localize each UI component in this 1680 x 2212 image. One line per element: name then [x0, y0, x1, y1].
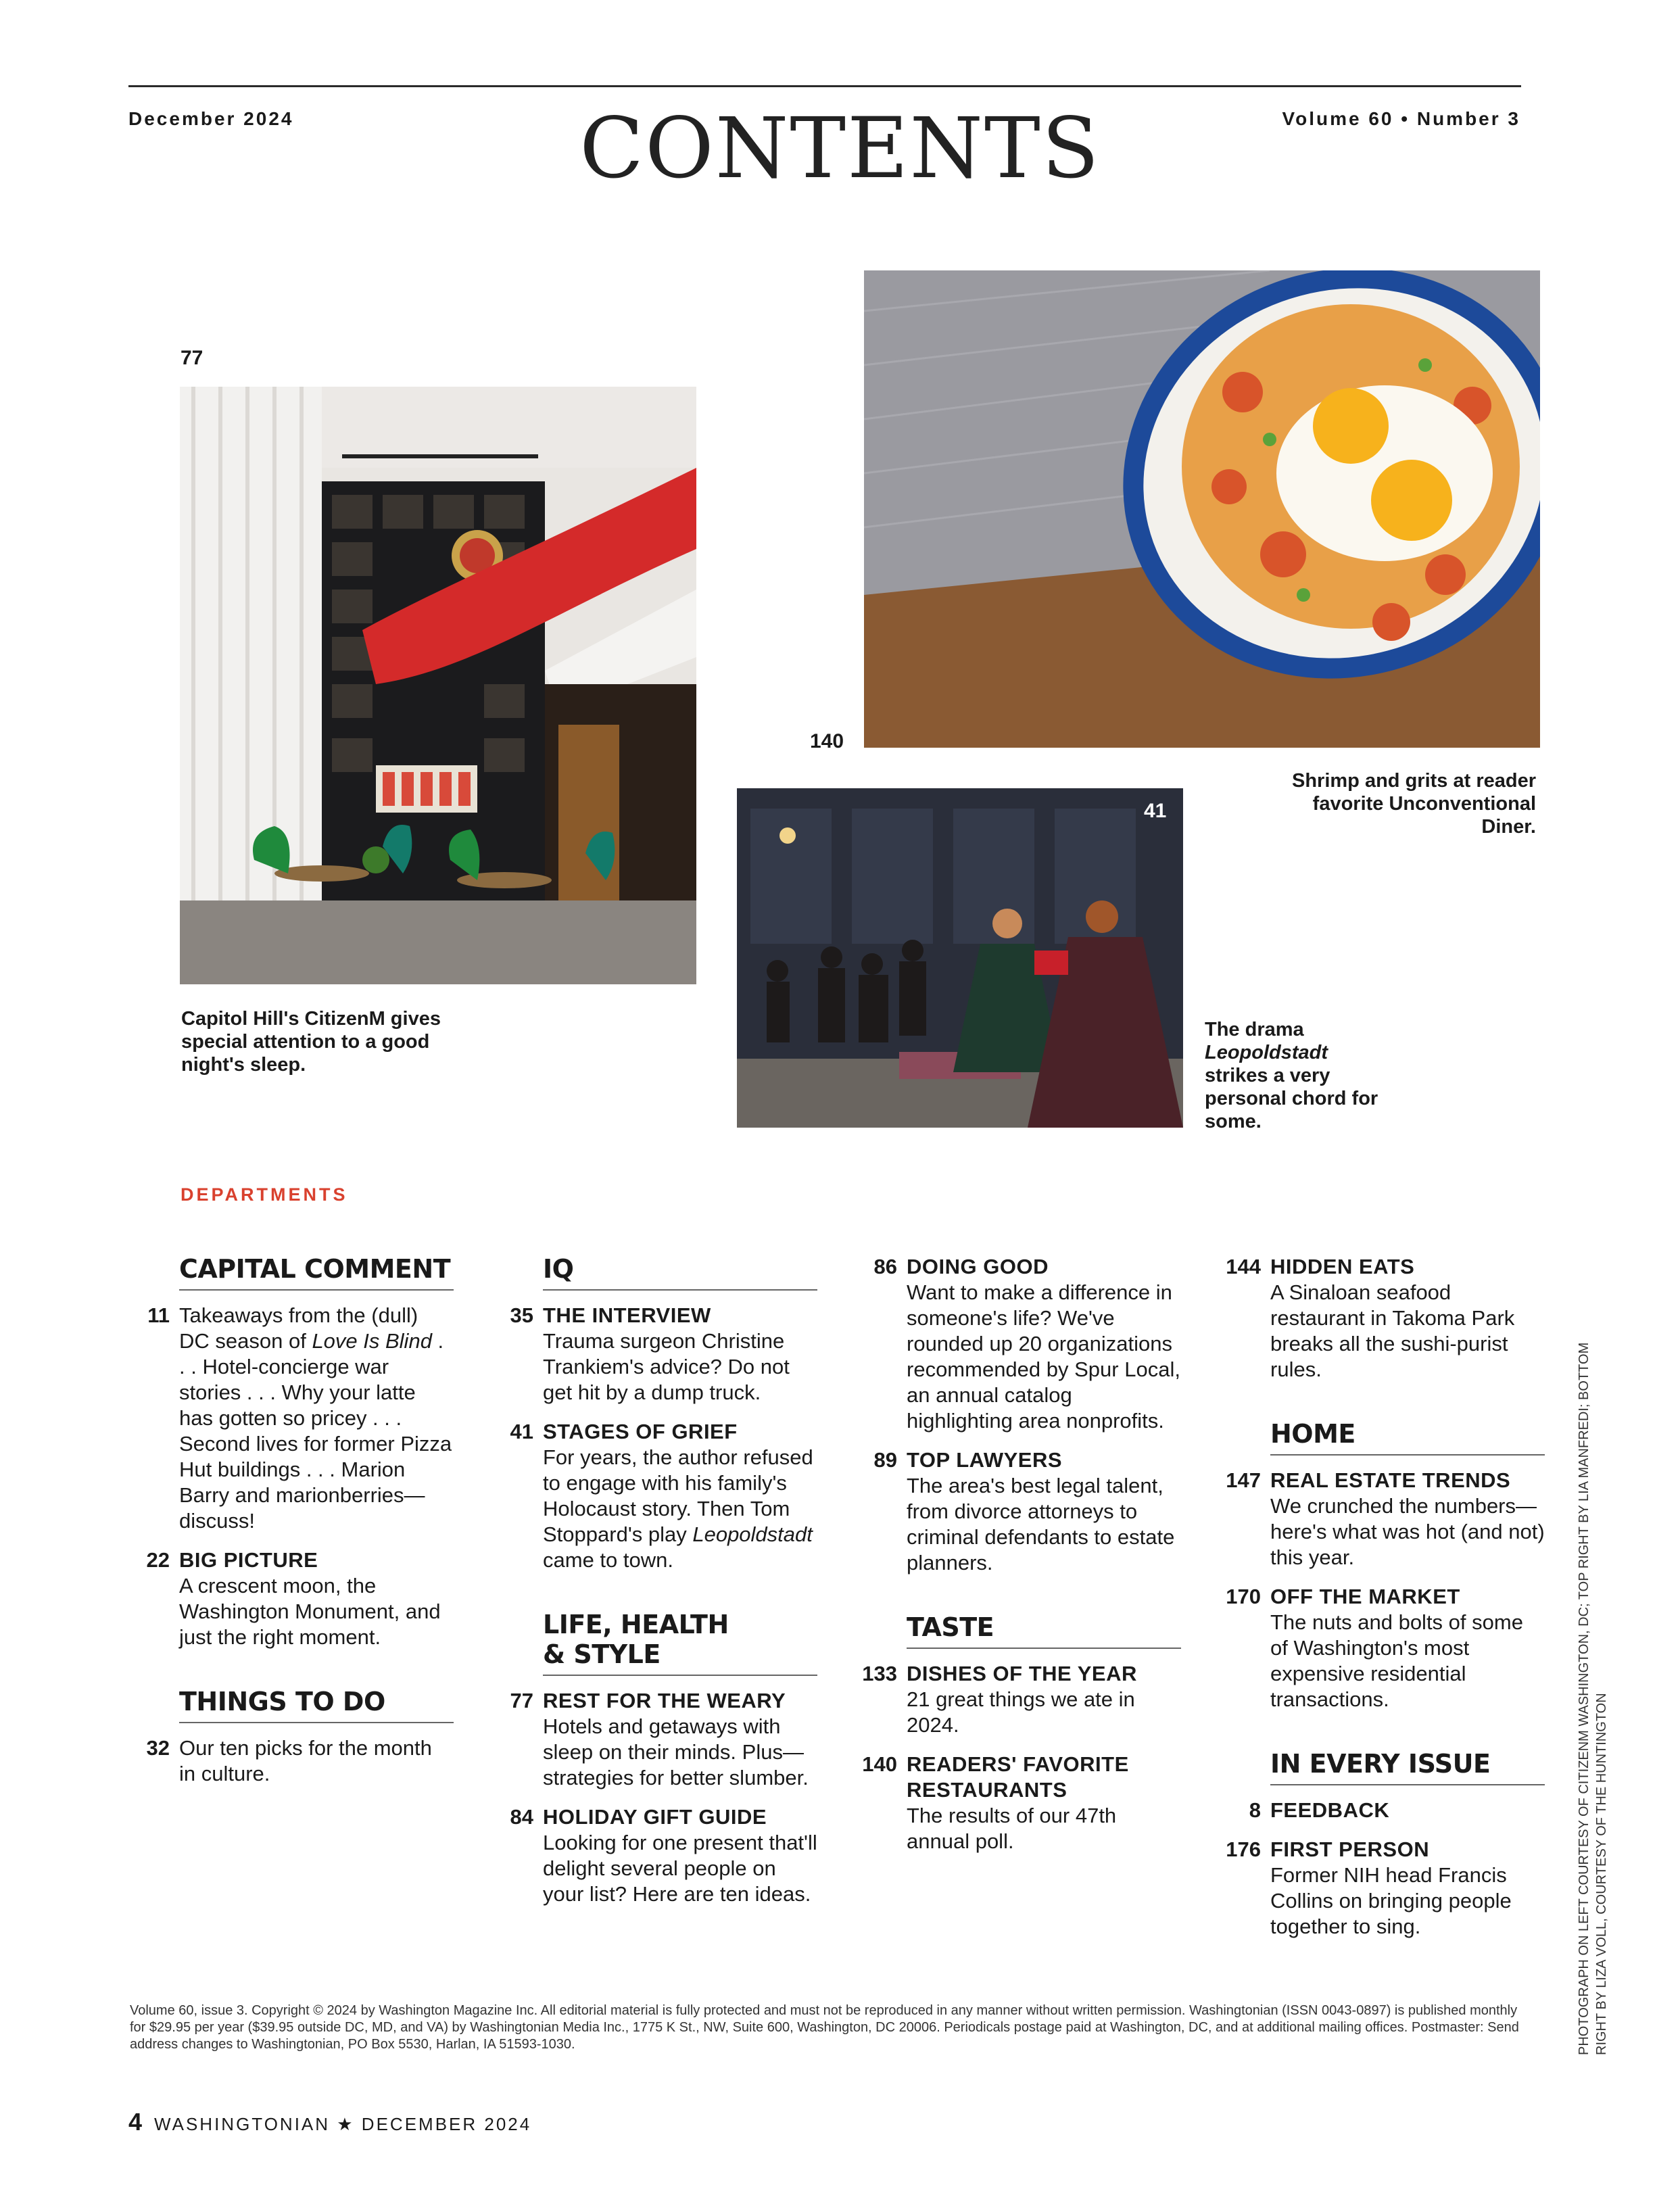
column-2 — [510, 1254, 817, 1921]
entry-description: Looking for one present that'll delight several people on your list? Here are ten ideas. — [543, 1831, 817, 1906]
entry-description: Former NIH head Francis Collins on bringing people together to sing. — [1270, 1863, 1512, 1938]
theater-caption-title: Leopoldstadt — [1205, 1042, 1328, 1063]
entry-page-number: 133 — [862, 1662, 897, 1685]
entry-description: A crescent moon, the Washington Monument, and just the right moment. — [179, 1574, 441, 1649]
toc-entry-41[interactable] — [510, 1419, 817, 1573]
entry-page-number: 35 — [510, 1303, 533, 1327]
entry-page-number: 84 — [510, 1805, 533, 1829]
entry-description: Takeaways from the (dull) DC season of Love Is Blind . . . Hotel-concierge war stories . . . Why your latte has gotten so pricey . . . Second lives for former Pizza Hut buildings . . . Marion Barry and marionberries—discuss! — [179, 1303, 452, 1533]
volume-number: Volume 60 • Number 3 — [1282, 108, 1520, 129]
toc-entry-170[interactable] — [1226, 1584, 1545, 1712]
entry-title: STAGES OF GRIEF — [543, 1420, 738, 1443]
issue-date: December 2024 — [128, 108, 294, 129]
entry-description: Our ten picks for the month in culture. — [179, 1736, 432, 1785]
toc-entry-86[interactable] — [873, 1254, 1181, 1434]
entry-description: A Sinaloan seafood restaurant in Takoma Park breaks all the sushi-purist rules. — [1270, 1280, 1515, 1381]
entry-description: The area's best legal talent, from divorce attorneys to criminal defendants to estate planners. — [907, 1474, 1175, 1574]
entry-title: BIG PICTURE — [179, 1548, 318, 1572]
entry-description: Want to make a difference in someone's life? We've rounded up 20 organizations recommended by Spur Local, an annual catalog highlighting area nonprofits. — [907, 1280, 1180, 1433]
entry-title: DISHES OF THE YEAR — [907, 1662, 1137, 1685]
theater-caption — [1205, 1018, 1381, 1133]
food-page-number: 140 — [810, 730, 844, 752]
entry-page-number: 22 — [146, 1548, 170, 1572]
toc-entry-11[interactable] — [147, 1303, 454, 1534]
entry-page-number: 32 — [146, 1736, 170, 1760]
toc-entry-89[interactable] — [873, 1447, 1181, 1576]
entry-title: FIRST PERSON — [1270, 1837, 1430, 1861]
theater-photo[interactable] — [737, 788, 1183, 1128]
entry-description: We crunched the numbers—here's what was hot (and not) this year. — [1270, 1494, 1545, 1569]
food-caption: Shrimp and grits at reader favorite Unconventional Diner. — [1292, 770, 1536, 838]
entry-title: TOP LAWYERS — [907, 1448, 1063, 1472]
entry-page-number: 140 — [862, 1752, 897, 1776]
entry-title: THE INTERVIEW — [543, 1303, 711, 1327]
toc-entry-22[interactable] — [146, 1547, 454, 1650]
section-things-to-do: THINGS TO DO — [179, 1687, 454, 1723]
entry-description: Trauma surgeon Christine Trankiem's advice? Do not get hit by a dump truck. — [543, 1329, 790, 1404]
column-3 — [862, 1254, 1181, 1868]
page-title: CONTENTS — [579, 100, 1101, 197]
food-photo[interactable] — [864, 270, 1540, 748]
folio-page-number: 4 — [128, 2108, 143, 2136]
hotel-caption: Capitol Hill's CitizenM gives special attention to a good night's sleep. — [181, 1008, 441, 1076]
entry-title: OFF THE MARKET — [1270, 1585, 1460, 1608]
page-folio — [128, 2108, 531, 2136]
entry-title: HOLIDAY GIFT GUIDE — [543, 1805, 767, 1829]
photo-credit: PHOTOGRAPH ON LEFT COURTESY OF CITIZENM WASHINGTON, DC; TOP RIGHT BY LIA MANFREDI; BOTTOM RIGHT BY LIZA VOLL, COURTESY OF THE HUNTINGTON — [1577, 1342, 1609, 2055]
entry-description: For years, the author refused to engage with his family's Holocaust story. Then Tom Stoppard's play Leopoldstadt came to town. — [543, 1445, 813, 1572]
section-in-every-issue: IN EVERY ISSUE — [1270, 1749, 1545, 1785]
hotel-photo[interactable] — [180, 387, 696, 984]
entry-description: 21 great things we ate in 2024. — [907, 1687, 1135, 1737]
toc-entry-147[interactable] — [1226, 1468, 1545, 1570]
entry-description: The results of our 47th annual poll. — [907, 1804, 1117, 1853]
toc-entry-32[interactable] — [146, 1735, 454, 1787]
toc-entry-176[interactable] — [1226, 1837, 1545, 1940]
entry-page-number: 77 — [510, 1689, 533, 1712]
entry-title: READERS' FAVORITE RESTAURANTS — [907, 1752, 1129, 1802]
shrimp-grits-image — [864, 270, 1540, 748]
section-capital-comment: CAPITAL COMMENT — [179, 1254, 454, 1291]
toc-entry-133[interactable] — [862, 1661, 1181, 1738]
entry-title: REAL ESTATE TRENDS — [1270, 1468, 1511, 1492]
column-1 — [146, 1254, 454, 1800]
entry-description: Hotels and getaways with sleep on their minds. Plus—strategies for better slumber. — [543, 1714, 809, 1789]
entry-title: HIDDEN EATS — [1270, 1255, 1415, 1278]
entry-page-number: 41 — [510, 1420, 533, 1443]
entry-page-number: 89 — [873, 1448, 897, 1472]
entry-description: The nuts and bolts of some of Washington's most expensive residential transactions. — [1270, 1610, 1523, 1711]
entry-page-number: 8 — [1249, 1798, 1261, 1822]
toc-entry-8[interactable] — [1249, 1798, 1545, 1823]
toc-entry-77[interactable] — [510, 1688, 817, 1791]
copyright-notice: Volume 60, issue 3. Copyright © 2024 by Washington Magazine Inc. All editorial material is fully protected and must not be reproduced in any manner without written permission. Washingtonian (ISSN 0043-0897) is published monthly for $29.95 per year ($39.95 outside DC, MD, and VA) by Washingtonian Media Inc., 1775 K St., NW, Suite 600, Washington, DC 20006. Periodicals postage paid at Washington, DC, and at additional mailing offices. Postmaster: Send address changes to Washingtonian, PO Box 5530, Harlan, IA 51593-1030. — [130, 2003, 1519, 2052]
entry-page-number: 170 — [1226, 1585, 1261, 1608]
column-4 — [1226, 1254, 1545, 1953]
section-taste: TASTE — [907, 1612, 1181, 1649]
section-iq: IQ — [543, 1254, 817, 1291]
entry-page-number: 11 — [147, 1303, 170, 1327]
hotel-interior-image — [180, 387, 696, 984]
toc-entry-35[interactable] — [510, 1303, 817, 1405]
toc-entry-144[interactable] — [1226, 1254, 1545, 1382]
entry-page-number: 147 — [1226, 1468, 1261, 1492]
section-life-health-style: LIFE, HEALTH & STYLE — [543, 1610, 817, 1676]
leopoldstadt-stage-image — [737, 788, 1183, 1128]
entry-page-number: 144 — [1226, 1255, 1261, 1278]
departments-label: DEPARTMENTS — [181, 1184, 348, 1205]
top-rule — [128, 85, 1521, 87]
entry-title: DOING GOOD — [907, 1255, 1049, 1278]
theater-page-number: 41 — [1144, 800, 1167, 822]
entry-page-number: 176 — [1226, 1837, 1261, 1861]
entry-title: FEEDBACK — [1270, 1798, 1390, 1822]
theater-caption-lead: The drama — [1205, 1019, 1304, 1040]
toc-entry-84[interactable] — [510, 1804, 817, 1907]
entry-title: REST FOR THE WEARY — [543, 1689, 786, 1712]
toc-entry-140[interactable] — [862, 1752, 1181, 1854]
hotel-page-number: 77 — [181, 347, 203, 369]
section-home: HOME — [1270, 1419, 1545, 1456]
folio-text: WASHINGTONIAN ★ DECEMBER 2024 — [154, 2114, 532, 2134]
entry-page-number: 86 — [873, 1255, 897, 1278]
theater-caption-rest: strikes a very personal chord for some. — [1205, 1065, 1378, 1132]
